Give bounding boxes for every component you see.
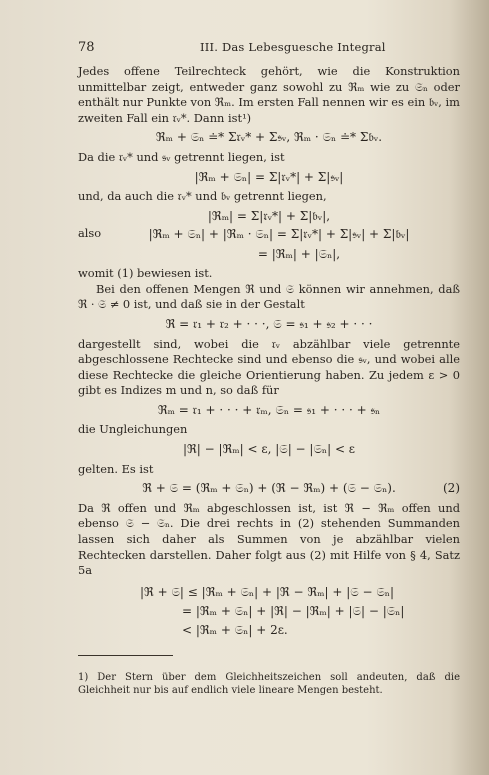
page-header: [0, 40, 489, 56]
equation-4a: |ℜₘ + 𝔖ₙ| + |ℜₘ · 𝔖ₙ| = Σ|𝔯ᵥ*| + Σ|𝔰ᵥ| + Σ|𝔟ᵥ|: [148, 226, 410, 241]
footnote-rule: [78, 655, 173, 656]
equation-7: |ℜ| − |ℜₘ| < ε, |𝔖| − |𝔖ₙ| < ε: [182, 442, 356, 457]
footnote: 1) Der Stern über dem Gleichheitszeichen soll andeuten, daß die Gleichheit nur bis auf endlich viele lineare Mengen besteht.: [78, 672, 460, 696]
also-word: also: [78, 226, 102, 241]
page-number: 78: [78, 40, 95, 55]
equation-9: [140, 583, 460, 640]
equation-9b: = |ℜₘ + 𝔖ₙ| + |ℜ| − |ℜₘ| + |𝔖| − |𝔖ₙ|: [182, 603, 405, 618]
paragraph-1: Jedes offene Teilrechteck gehört, wie die Konstruktion unmittelbar zeigt, entweder ganz sowohl zu ℜₘ wie zu 𝔖ₙ oder enthält nur Punkte von ℜₘ. Im ersten Fall nennen wir es ein 𝔟ᵥ, im zweiten Fall ein 𝔯ᵥ*. Dann ist¹): [78, 64, 460, 125]
paragraph-8: gelten. Es ist: [78, 461, 154, 476]
equation-1: ℜₘ + 𝔖ₙ ≐* Σ𝔯ᵥ* + Σ𝔰ᵥ, ℜₘ · 𝔖ₙ ≐* Σ𝔟ᵥ.: [155, 130, 383, 145]
equation-9c: < |ℜₘ + 𝔖ₙ| + 2ε.: [182, 622, 288, 637]
paragraph-6: dargestellt sind, wobei die 𝔯ᵥ abzählbar viele getrennte abgeschlossene Rechtecke sind und ebenso die 𝔰ᵥ, und wobei alle diese Rechtecke die gleiche Orientierung haben. Zu jedem ε > 0 gibt es Indizes m und n, so daß für: [78, 336, 460, 398]
equation-8: ℜ + 𝔖 = (ℜₘ + 𝔖ₙ) + (ℜ − ℜₘ) + (𝔖 − 𝔖ₙ).: [142, 481, 396, 496]
equation-5: ℜ = 𝔯₁ + 𝔯₂ + · · ·, 𝔖 = 𝔰₁ + 𝔰₂ + · · ·: [165, 316, 373, 331]
page-body: [78, 64, 460, 644]
equation-3: |ℜₘ| = Σ|𝔯ᵥ*| + Σ|𝔟ᵥ|,: [207, 208, 331, 223]
equation-2: |ℜₘ + 𝔖ₙ| = Σ|𝔯ᵥ*| + Σ|𝔰ᵥ|: [194, 169, 344, 184]
running-head: III. Das Lebesguesche Integral: [200, 40, 386, 54]
equation-4b: = |ℜₘ| + |𝔖ₙ|,: [257, 246, 341, 261]
equation-8-row: [78, 481, 460, 497]
equation-9a: |ℜ + 𝔖| ≤ |ℜₘ + 𝔖ₙ| + |ℜ − ℜₘ| + |𝔖 − 𝔖ₙ|: [140, 584, 394, 599]
paragraph-4: womit (1) bewiesen ist.: [78, 266, 213, 281]
paragraph-5: Bei den offenen Mengen ℜ und 𝔖 können wir annehmen, daß ℜ · 𝔖 ≠ 0 ist, und daß sie in der Gestalt: [78, 281, 460, 312]
equation-8-number: (2): [443, 481, 460, 496]
equation-6: ℜₘ = 𝔯₁ + · · · + 𝔯ₘ, 𝔖ₙ = 𝔰₁ + · · · + 𝔰ₙ: [157, 402, 381, 417]
paragraph-3: und, da auch die 𝔯ᵥ* und 𝔟ᵥ getrennt liegen,: [78, 189, 327, 204]
paragraph-9: Da ℜ offen und ℜₘ abgeschlossen ist, ist ℜ − ℜₘ offen und ebenso 𝔖 − 𝔖ₙ. Die drei rechts in (2) stehenden Summanden lassen sich daher als Summen von je abzählbar vielen Rechtecken darstellen. Daher folgt aus (2) mit Hilfe von § 4, Satz 5a: [78, 500, 460, 578]
paragraph-2: Da die 𝔯ᵥ* und 𝔰ᵥ getrennt liegen, ist: [78, 149, 285, 164]
paragraph-7: die Ungleichungen: [78, 422, 188, 437]
